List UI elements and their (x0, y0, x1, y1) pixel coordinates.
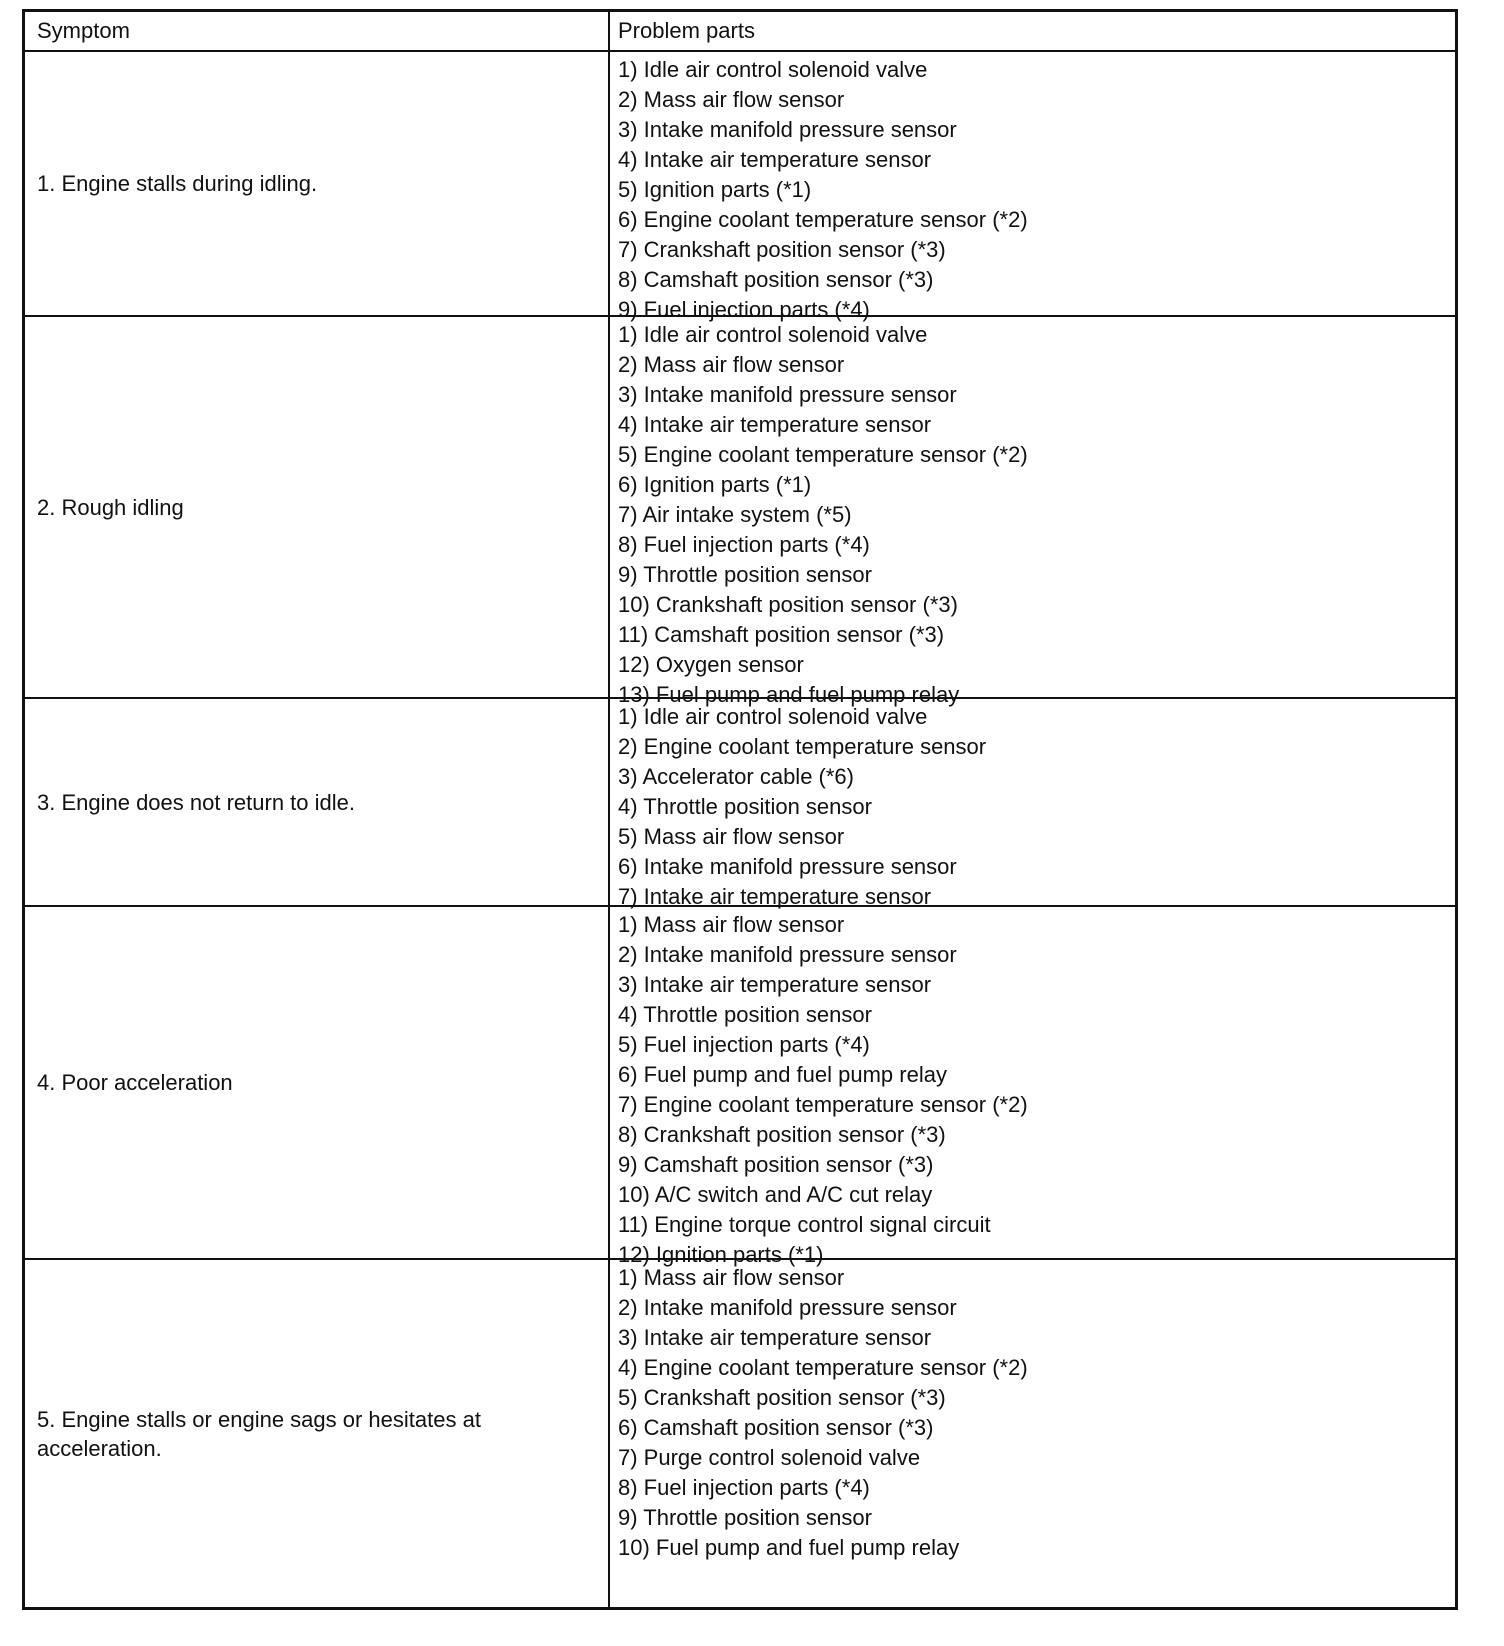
part-item: 7) Purge control solenoid valve (618, 1445, 921, 1470)
symptom-text: 5. Engine stalls or engine sags or hesitates at acceleration. (37, 1406, 481, 1461)
part-item: 6) Engine coolant temperature sensor (*2) (618, 207, 1028, 232)
table-row (25, 697, 1455, 909)
part-item: 4) Throttle position sensor (618, 794, 872, 819)
part-item: 4) Engine coolant temperature sensor (*2) (618, 1355, 1028, 1380)
part-item: 11) Camshaft position sensor (*3) (618, 622, 945, 647)
part-item: 7) Intake air temperature sensor (618, 884, 932, 909)
part-item: 3) Accelerator cable (*6) (618, 764, 854, 789)
part-item: 9) Throttle position sensor (618, 1505, 872, 1530)
part-item: 9) Camshaft position sensor (*3) (618, 1152, 934, 1177)
part-item: 3) Intake air temperature sensor (618, 1325, 932, 1350)
symptom-cell (25, 317, 610, 697)
part-item: 10) Crankshaft position sensor (*3) (618, 592, 958, 617)
problem-parts-cell (610, 699, 1455, 909)
part-item: 13) Fuel pump and fuel pump relay (618, 682, 960, 707)
part-item: 8) Fuel injection parts (*4) (618, 1475, 870, 1500)
part-item: 2) Mass air flow sensor (618, 87, 845, 112)
table-row (25, 905, 1455, 1267)
part-item: 2) Intake manifold pressure sensor (618, 942, 957, 967)
part-item: 3) Intake manifold pressure sensor (618, 382, 957, 407)
problem-parts-cell (610, 317, 1455, 707)
part-item: 9) Throttle position sensor (618, 562, 872, 587)
part-item: 4) Intake air temperature sensor (618, 147, 932, 172)
part-item: 8) Crankshaft position sensor (*3) (618, 1122, 946, 1147)
part-item: 1) Mass air flow sensor (618, 912, 845, 937)
part-item: 12) Ignition parts (*1) (618, 1242, 824, 1267)
part-item: 1) Idle air control solenoid valve (618, 322, 928, 347)
symptom-text: 1. Engine stalls during idling. (37, 171, 318, 196)
symptom-text: 4. Poor acceleration (37, 1070, 233, 1095)
header-cell-symptom (25, 12, 610, 50)
header-cell-problem-parts (610, 12, 1455, 50)
part-item: 10) A/C switch and A/C cut relay (618, 1182, 933, 1207)
table-row (25, 1258, 1455, 1607)
part-item: 5) Engine coolant temperature sensor (*2) (618, 442, 1028, 467)
problem-parts-cell (610, 52, 1455, 322)
symptom-cell (25, 52, 610, 315)
part-item: 3) Intake air temperature sensor (618, 972, 932, 997)
part-item: 8) Fuel injection parts (*4) (618, 532, 870, 557)
part-item: 12) Oxygen sensor (618, 652, 804, 677)
symptom-text: 2. Rough idling (37, 494, 184, 520)
part-item: 5) Crankshaft position sensor (*3) (618, 1385, 946, 1410)
part-item: 3) Intake manifold pressure sensor (618, 117, 957, 142)
part-item: 1) Idle air control solenoid valve (618, 57, 928, 82)
part-item: 1) Mass air flow sensor (618, 1265, 845, 1290)
part-item: 6) Ignition parts (*1) (618, 472, 812, 497)
problem-parts-cell (610, 907, 1455, 1267)
part-item: 2) Engine coolant temperature sensor (618, 734, 987, 759)
symptom-table (22, 9, 1458, 1610)
part-item: 7) Air intake system (*5) (618, 502, 852, 527)
table-header-row (25, 12, 1455, 50)
table-row (25, 50, 1455, 322)
symptom-cell (25, 699, 610, 905)
table-row (25, 315, 1455, 707)
part-item: 4) Intake air temperature sensor (618, 412, 932, 437)
part-item: 5) Mass air flow sensor (618, 824, 845, 849)
part-item: 6) Camshaft position sensor (*3) (618, 1415, 934, 1440)
header-problem-parts-label: Problem parts (618, 18, 755, 43)
part-item: 10) Fuel pump and fuel pump relay (618, 1535, 960, 1560)
symptom-cell (25, 907, 610, 1258)
symptom-cell (25, 1260, 610, 1607)
part-item: 11) Engine torque control signal circuit (618, 1212, 991, 1237)
part-item: 5) Ignition parts (*1) (618, 177, 812, 202)
part-item: 6) Intake manifold pressure sensor (618, 854, 957, 879)
part-item: 5) Fuel injection parts (*4) (618, 1032, 870, 1057)
part-item: 7) Crankshaft position sensor (*3) (618, 237, 946, 262)
header-symptom-label: Symptom (37, 18, 130, 43)
part-item: 1) Idle air control solenoid valve (618, 704, 928, 729)
part-item: 7) Engine coolant temperature sensor (*2) (618, 1092, 1028, 1117)
symptom-text: 3. Engine does not return to idle. (37, 789, 355, 815)
part-item: 4) Throttle position sensor (618, 1002, 872, 1027)
part-item: 2) Intake manifold pressure sensor (618, 1295, 957, 1320)
part-item: 2) Mass air flow sensor (618, 352, 845, 377)
part-item: 6) Fuel pump and fuel pump relay (618, 1062, 947, 1087)
problem-parts-cell (610, 1260, 1455, 1607)
part-item: 8) Camshaft position sensor (*3) (618, 267, 934, 292)
part-item: 9) Fuel injection parts (*4) (618, 297, 870, 322)
